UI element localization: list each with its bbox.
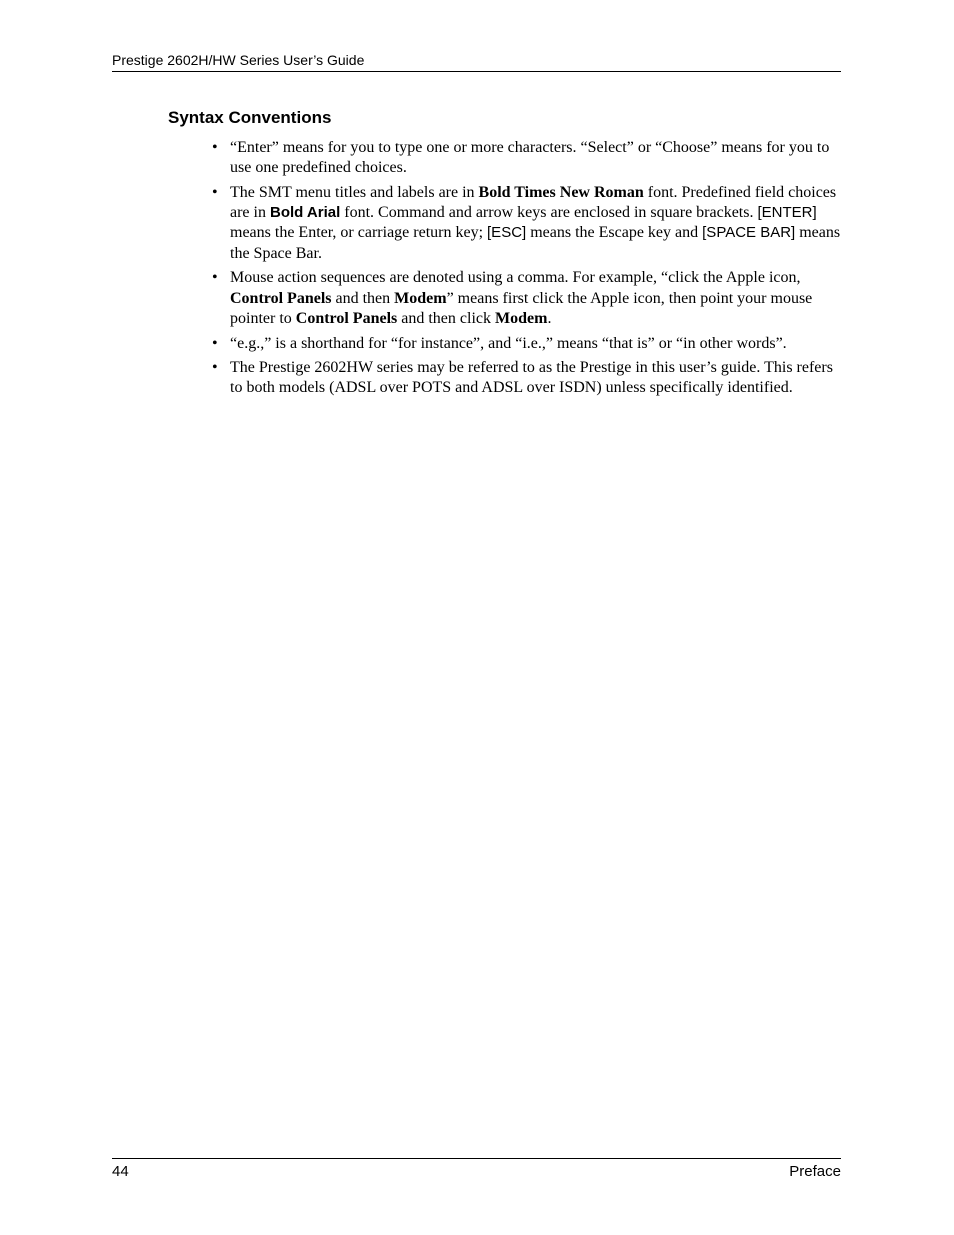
list-item: [212, 334, 842, 354]
bullet-icon: •: [212, 334, 218, 352]
key-name: [ESC]: [487, 224, 527, 242]
item-text: The SMT menu titles and labels are in: [230, 183, 479, 201]
bold-arial-term: Bold Arial: [269, 204, 341, 222]
item-text: and then click: [397, 309, 495, 327]
bullet-icon: •: [212, 183, 218, 201]
item-text: means the Escape key and: [526, 224, 703, 242]
bullet-icon: •: [212, 359, 218, 377]
bold-term: Control Panels: [230, 289, 332, 307]
page-footer: [112, 1158, 841, 1181]
item-text: “Enter” means for you to type one or more characters. “Select” or “Choose” means for you to use one predefined choices.: [230, 139, 830, 177]
item-text: font. Predefined field choices are in: [230, 183, 837, 222]
bold-term: Modem: [495, 309, 548, 327]
page-number: 44: [112, 1163, 129, 1180]
key-name: [SPACE BAR]: [702, 224, 796, 242]
item-text: ” means first click the Apple icon, then point your mouse pointer to: [230, 289, 813, 327]
section-title: Syntax Conventions: [168, 108, 332, 127]
page-header: [112, 51, 841, 72]
conventions-list: [212, 138, 842, 403]
bullet-icon: •: [212, 139, 218, 156]
item-text: and then: [331, 289, 395, 307]
bullet-icon: •: [212, 269, 218, 287]
item-text: .: [547, 309, 552, 327]
item-text: font. Command and arrow keys are enclosed in square brackets.: [340, 204, 758, 222]
bold-term: Control Panels: [295, 309, 398, 327]
list-item: [212, 183, 842, 264]
item-text: “e.g.,” is a shorthand for “for instance”, and “i.e.,” means “that is” or “in other words”.: [230, 334, 787, 352]
item-text: The Prestige 2602HW series may be referred to as the Prestige in this user’s guide. This refers to both models (ADSL over POTS and ADSL over ISDN) unless specifically identified.: [230, 359, 833, 397]
list-item: [212, 268, 842, 329]
item-text: Mouse action sequences are denoted using a comma. For example, “click the Apple icon,: [230, 269, 801, 287]
header-title: Prestige 2602H/HW Series User’s Guide: [112, 52, 365, 68]
list-item: [212, 358, 842, 399]
footer-section-name: Preface: [789, 1163, 841, 1180]
item-text: means the Space Bar.: [230, 224, 841, 262]
bold-term: Modem: [394, 289, 447, 307]
key-name: [ENTER]: [757, 204, 817, 222]
item-text: means the Enter, or carriage return key;: [230, 224, 488, 242]
bold-term: Bold Times New Roman: [478, 183, 644, 201]
list-item: [212, 138, 842, 179]
